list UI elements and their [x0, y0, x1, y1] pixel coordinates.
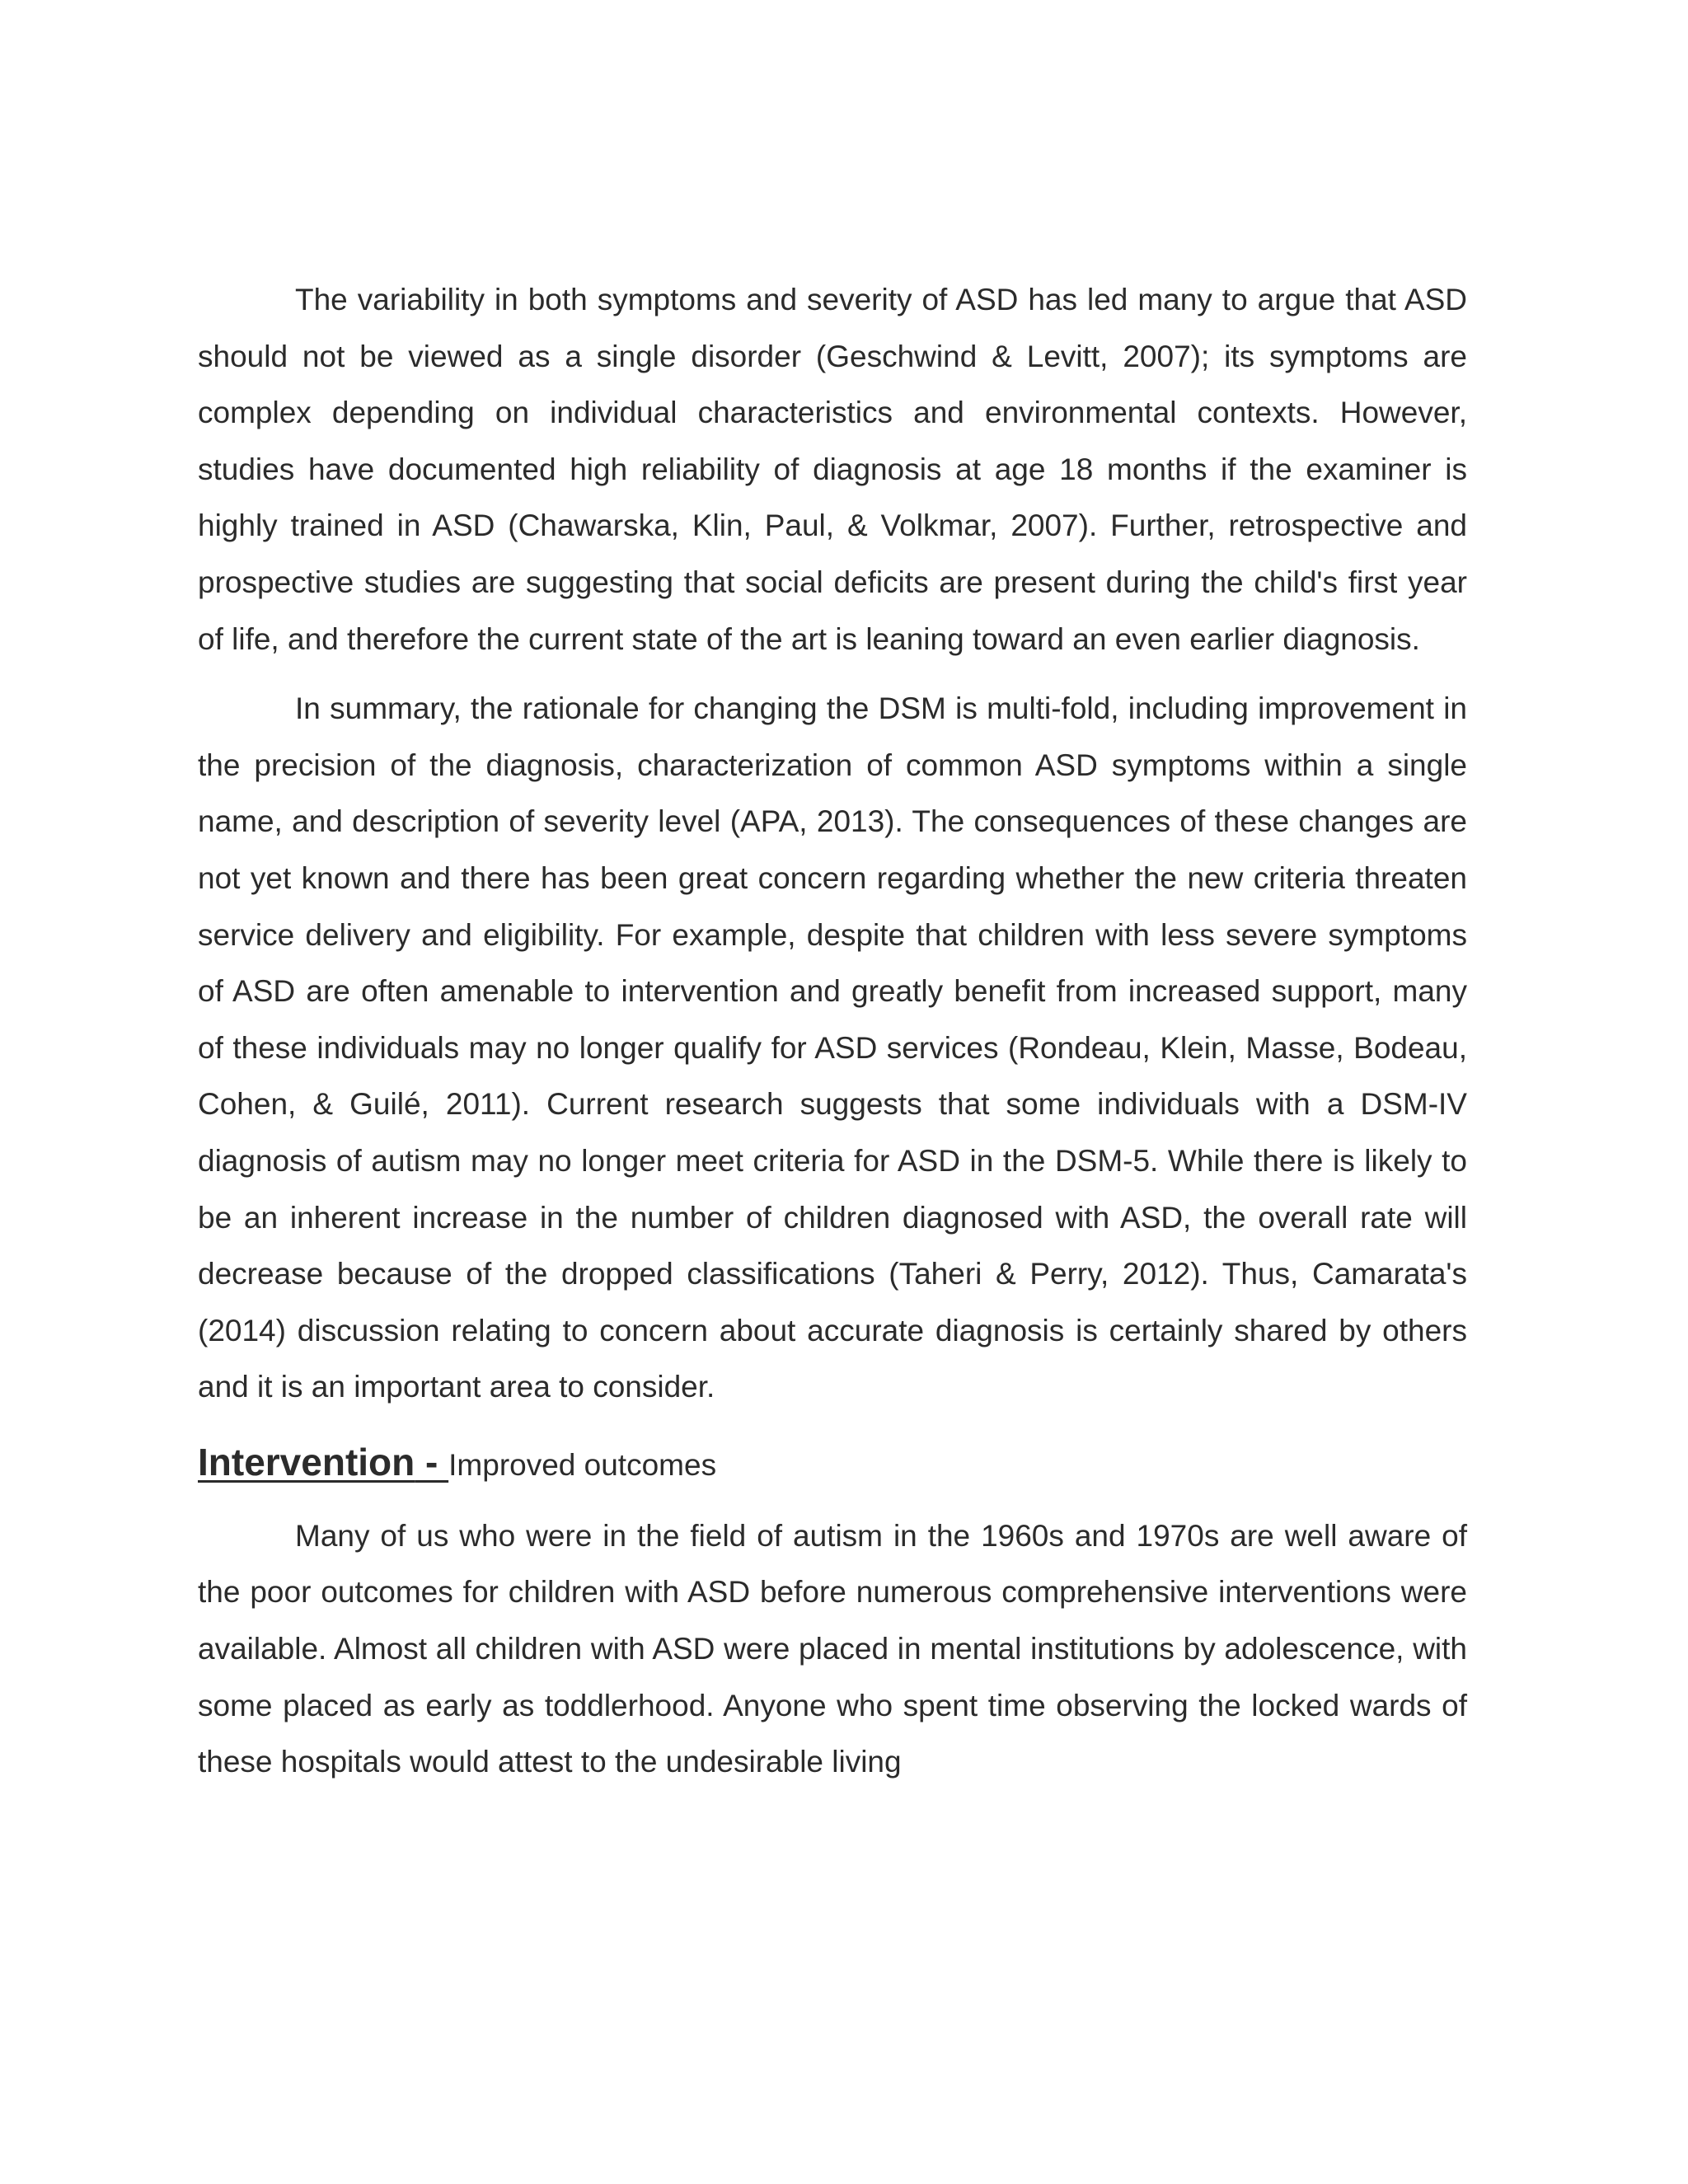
document-page: [198, 272, 1467, 1791]
body-paragraph-dsm-rationale: In summary, the rationale for changing the DSM is multi-fold, including improvement in the precision of the diagnosis, characterization of common ASD symptoms within a single name, and description of severity level (APA, 2013). The consequences of these changes are not yet known and there has been great concern regarding whether the new criteria threaten service delivery and eligibility. For example, despite that children with less severe symptoms of ASD are often amenable to intervention and greatly benefit from increased support, many of these individuals may no longer qualify for ASD services (Rondeau, Klein, Masse, Bodeau, Cohen, & Guilé, 2011). Current research suggests that some individuals with a DSM-IV diagnosis of autism may no longer meet criteria for ASD in the DSM-5. While there is likely to be an inherent increase in the number of children diagnosed with ASD, the overall rate will decrease because of the dropped classifications (Taheri & Perry, 2012). Thus, Camarata's (2014) discussion relating to concern about accurate diagnosis is certainly shared by others and it is an important area to consider.: [198, 691, 1467, 1404]
body-paragraph-historical-outcomes: Many of us who were in the field of autism in the 1960s and 1970s are well aware of the poor outcomes for children with ASD before numerous comprehensive interventions were available. Almost all children with ASD were placed in mental institutions by adolescence, with some placed as early as toddlerhood. Anyone who spent time observing the locked wards of these hospitals would attest to the undesirable living: [198, 1518, 1467, 1779]
section-heading-title: Intervention: [198, 1440, 415, 1483]
section-heading: [198, 1429, 1467, 1495]
section-heading-separator: -: [415, 1440, 449, 1483]
section-heading-subtitle: Improved outcomes: [448, 1447, 717, 1482]
body-paragraph-diagnosis-variability: The variability in both symptoms and severity of ASD has led many to argue that ASD should not be viewed as a single disorder (Geschwind & Levitt, 2007); its symptoms are complex depending on individual characteristics and environmental contexts. However, studies have documented high reliability of diagnosis at age 18 months if the examiner is highly trained in ASD (Chawarska, Klin, Paul, & Volkmar, 2007). Further, retrospective and prospective studies are suggesting that social deficits are present during the child's first year of life, and therefore the current state of the art is leaning toward an even earlier diagnosis.: [198, 283, 1467, 656]
